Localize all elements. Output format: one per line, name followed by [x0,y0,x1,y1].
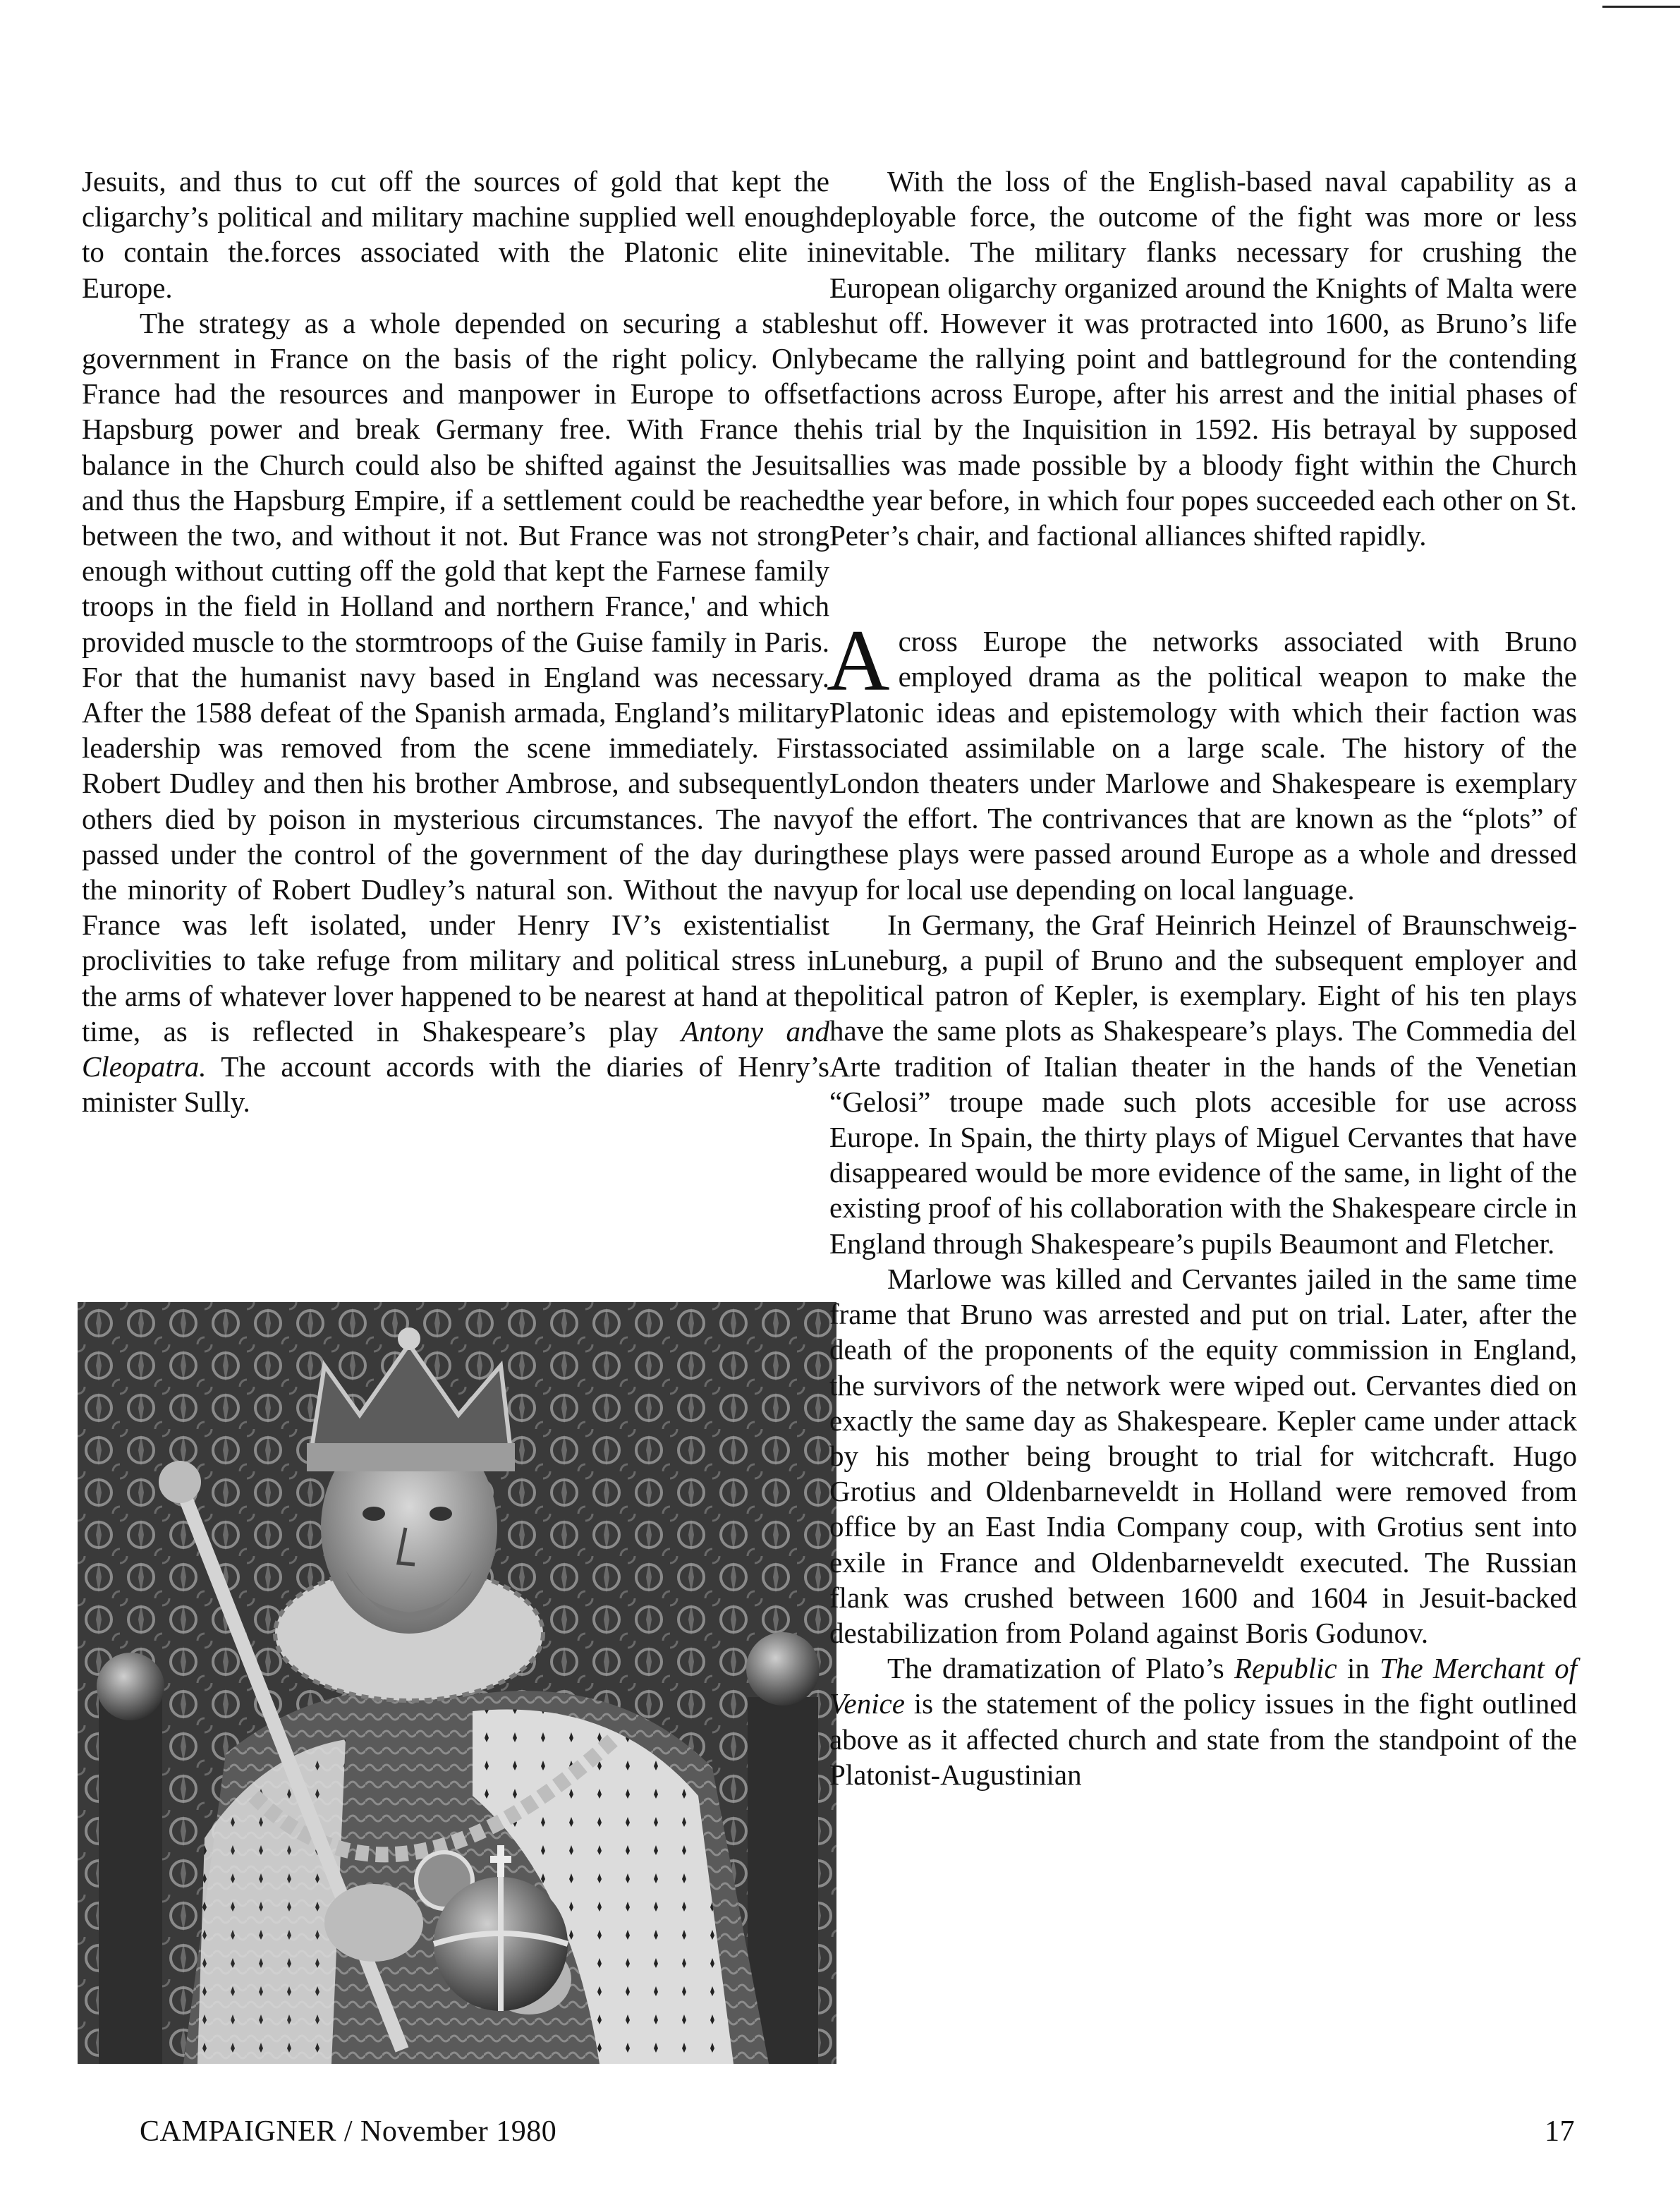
title-merchant-of-venice: The Merchant of Venice [829,1652,1577,1720]
left-column [82,164,829,1119]
right-paragraph-2 [827,612,1577,907]
left-paragraph-1: Jesuits, and thus to cut off the sources of gold that kept the cligarchy’s political and military machine supplied well enough to contain the.forces associated with the Platonic elite in Europe. [82,165,829,304]
left-paragraph-2-end: The account accords with the diaries of Henry’s minister Sully. [82,1050,829,1119]
right-paragraph-5-text-a: The dramatization of Plato’s [887,1652,1235,1685]
right-paragraph-5-text-c: is the statement of the policy issues in the fight outlined above as it affected church and state from the standpoint of the Platonist-Augustinian [829,1687,1577,1791]
right-column [829,164,1577,1792]
corner-rule [1602,6,1680,8]
right-paragraph-1: With the loss of the English-based naval capability as a deployable force, the outcome of the fight was more or less inevitable. The military flanks necessary for crushing the European oligarchy organized around the Knights of Malta were shut off. However it was protracted into 1600, as Bruno’s life became the rallying point and battleground for the contending factions across Europe, after his arrest and the initial phases of his trial by the Inquisition in 1592. His betrayal by supposed allies was made possible by a bloody fight within the Church the year before, in which four popes succeeded each other on St. Peter’s chair, and factional alliances shifted rapidly. [829,165,1577,552]
drop-cap: A [827,612,890,710]
footer-publication: CAMPAIGNER / November 1980 [140,2115,557,2148]
page-number: 17 [1545,2115,1575,2148]
left-paragraph-2 [82,305,829,1120]
play-title-antony: Antony and Cleopatra. [82,1014,829,1083]
right-paragraph-2-text: cross Europe the networks associated with Bruno employed drama as the political weapon to make the Platonic ideas and epistemology with which their faction was associated assimilable on a large scale. The history of the London theaters under Marlowe and Shakespeare is exemplary of the effort. The contrivances that are known as the “plots” of these plays were passed around Europe as a whole and dressed up for local use depending on local language. [829,625,1577,906]
section-break [829,553,1577,624]
portrait-image [78,1302,836,2064]
left-paragraph-2-text: The strategy as a whole depended on securing a stable government in France on the basis of the right policy. Only France had the resources and manpower in Europe to offset Hapsburg power and break Germany free. With France the balance in the Church could also be shifted against the Jesuits and thus the Hapsburg Empire, if a settlement could be reached between the two, and without it not. But France was not strong enough without cutting off the gold that kept the Farnese family troops in the field in Holland and northern France,' and which provided muscle to the stormtroops of the Guise family in Paris. For that the humanist navy based in England was necessary. After the 1588 defeat of the Spanish armada, England’s military leadership was removed from the scene immediately. First Robert Dudley and then his brother Ambrose, and subsequently others died by poison in mysterious circumstances. The navy passed under the control of the government of the day during the minority of Robert Dudley’s natural son. Without the navy France was left isolated, under Henry IV’s existentialist proclivities to take refuge from military and political stress in the arms of whatever lover happened to be nearest at hand at the time, as is reflected in Shakespeare’s play [82,306,829,1047]
portrait-figure [78,1302,836,2064]
title-republic: Republic [1234,1652,1337,1685]
right-paragraph-5-text-b: in [1337,1652,1380,1685]
right-paragraph-3: In Germany, the Graf Heinrich Heinzel of Braunschweig-Luneburg, a pupil of Bruno and the subsequent employer and political patron of Kepler, is exemplary. Eight of his ten plays have the same plots as Shakespeare’s plays. The Commedia del Arte tradition of Italian theater in the hands of the Venetian “Gelosi” troupe made such plots accesible for use across Europe. In Spain, the thirty plays of Miguel Cervantes that have disappeared would be more evidence of the same, in light of the existing proof of his collaboration with the Shakespeare circle in England through Shakespeare’s pupils Beaumont and Fletcher. [829,908,1577,1260]
right-paragraph-4: Marlowe was killed and Cervantes jailed in the same time frame that Bruno was arrested and put on trial. Later, after the death of the proponents of the equity commission in England, the survivors of the network were wiped out. Cervantes died on exactly the same day as Shakespeare. Kepler came under attack by his mother being brought to trial for witchcraft. Hugo Grotius and Oldenbarneveldt in Holland were removed from office by an East India Company coup, with Grotius sent into exile in France and Oldenbarneveldt executed. The Russian flank was crushed between 1600 and 1604 in Jesuit-backed destabilization from Poland against Boris Godunov. [829,1262,1577,1649]
right-paragraph-5 [829,1651,1577,1792]
